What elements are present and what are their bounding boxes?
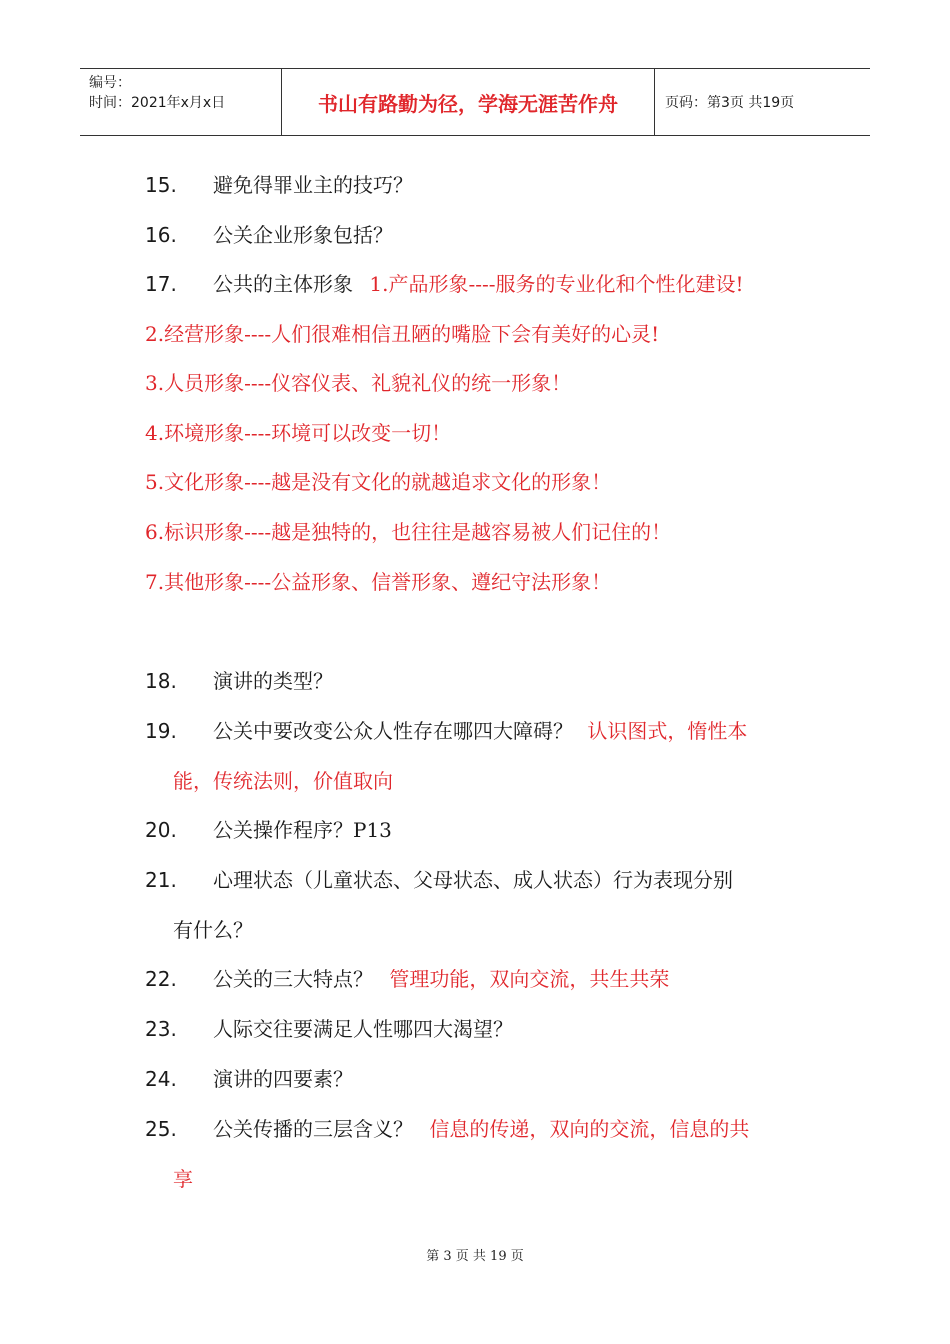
item-number: 21. — [145, 868, 177, 892]
list-item — [145, 1114, 749, 1144]
list-item — [145, 1064, 353, 1094]
list-item — [145, 815, 392, 845]
item-answer: 6.标识形象----越是独特的，也往往是越容易被人们记住的！ — [145, 520, 672, 544]
item-answer: 能，传统法则，价值取向 — [173, 769, 393, 793]
item-number: 24. — [145, 1067, 177, 1091]
item-answer: 2.经营形象----人们很难相信丑陋的嘴脸下会有美好的心灵! — [145, 322, 660, 346]
header-page-info: 页码：第3页 共19页 — [665, 95, 795, 111]
list-item — [145, 220, 393, 250]
item-number: 16. — [145, 223, 177, 247]
item-answer: 4.环境形象----环境可以改变一切！ — [145, 421, 452, 445]
item-text: 公关操作程序？P13 — [213, 818, 392, 842]
item-text: 公共的主体形象 — [213, 272, 353, 296]
item-text: 有什么？ — [173, 918, 253, 942]
item-number: 22. — [145, 967, 177, 991]
item-answer: 认识图式，惰性本 — [587, 719, 748, 743]
item-text: 演讲的四要素？ — [213, 1067, 353, 1091]
item-number: 17. — [145, 272, 177, 296]
item-number: 23. — [145, 1017, 177, 1041]
list-item — [145, 170, 413, 200]
header-motto: 书山有路勤为径，学海无涯苦作舟 — [282, 69, 655, 135]
header-meta — [80, 69, 282, 135]
item-answer: 享 — [173, 1167, 193, 1191]
list-item — [145, 1014, 513, 1044]
item-number: 18. — [145, 669, 177, 693]
item-text: 人际交往要满足人性哪四大渴望？ — [213, 1017, 513, 1041]
list-item — [145, 269, 744, 299]
item-text: 公关中要改变公众人性存在哪四大障碍？ — [213, 719, 573, 743]
item-text: 公关传播的三层含义？ — [213, 1117, 413, 1141]
item-number: 15. — [145, 173, 177, 197]
item-answer: 1.产品形象----服务的专业化和个性化建设! — [369, 272, 744, 296]
item-answer: 管理功能，双向交流，共生共荣 — [389, 967, 670, 991]
code-label: 编号： — [89, 75, 131, 91]
list-item — [145, 964, 669, 994]
item-number: 25. — [145, 1117, 177, 1141]
page-header — [80, 68, 870, 136]
item-answer: 5.文化形象----越是没有文化的就越追求文化的形象！ — [145, 470, 612, 494]
item-text: 避免得罪业主的技巧？ — [213, 173, 413, 197]
item-number: 19. — [145, 719, 177, 743]
item-answer: 3.人员形象----仪容仪表、礼貌礼仪的统一形象！ — [145, 371, 572, 395]
list-item — [145, 865, 733, 895]
item-text: 演讲的类型？ — [213, 669, 333, 693]
item-text: 公关的三大特点？ — [213, 967, 373, 991]
date-label: 时间：2021年x月x日 — [89, 95, 226, 111]
item-answer: 信息的传递，双向的交流，信息的共 — [429, 1117, 750, 1141]
item-text: 心理状态（儿童状态、父母状态、成人状态）行为表现分别 — [213, 868, 733, 892]
page-footer: 第 3 页 共 19 页 — [426, 1249, 524, 1264]
list-item — [145, 666, 333, 696]
item-number: 20. — [145, 818, 177, 842]
list-item — [145, 716, 747, 746]
item-answer: 7.其他形象----公益形象、信誉形象、遵纪守法形象！ — [145, 570, 612, 594]
item-text: 公关企业形象包括？ — [213, 223, 393, 247]
